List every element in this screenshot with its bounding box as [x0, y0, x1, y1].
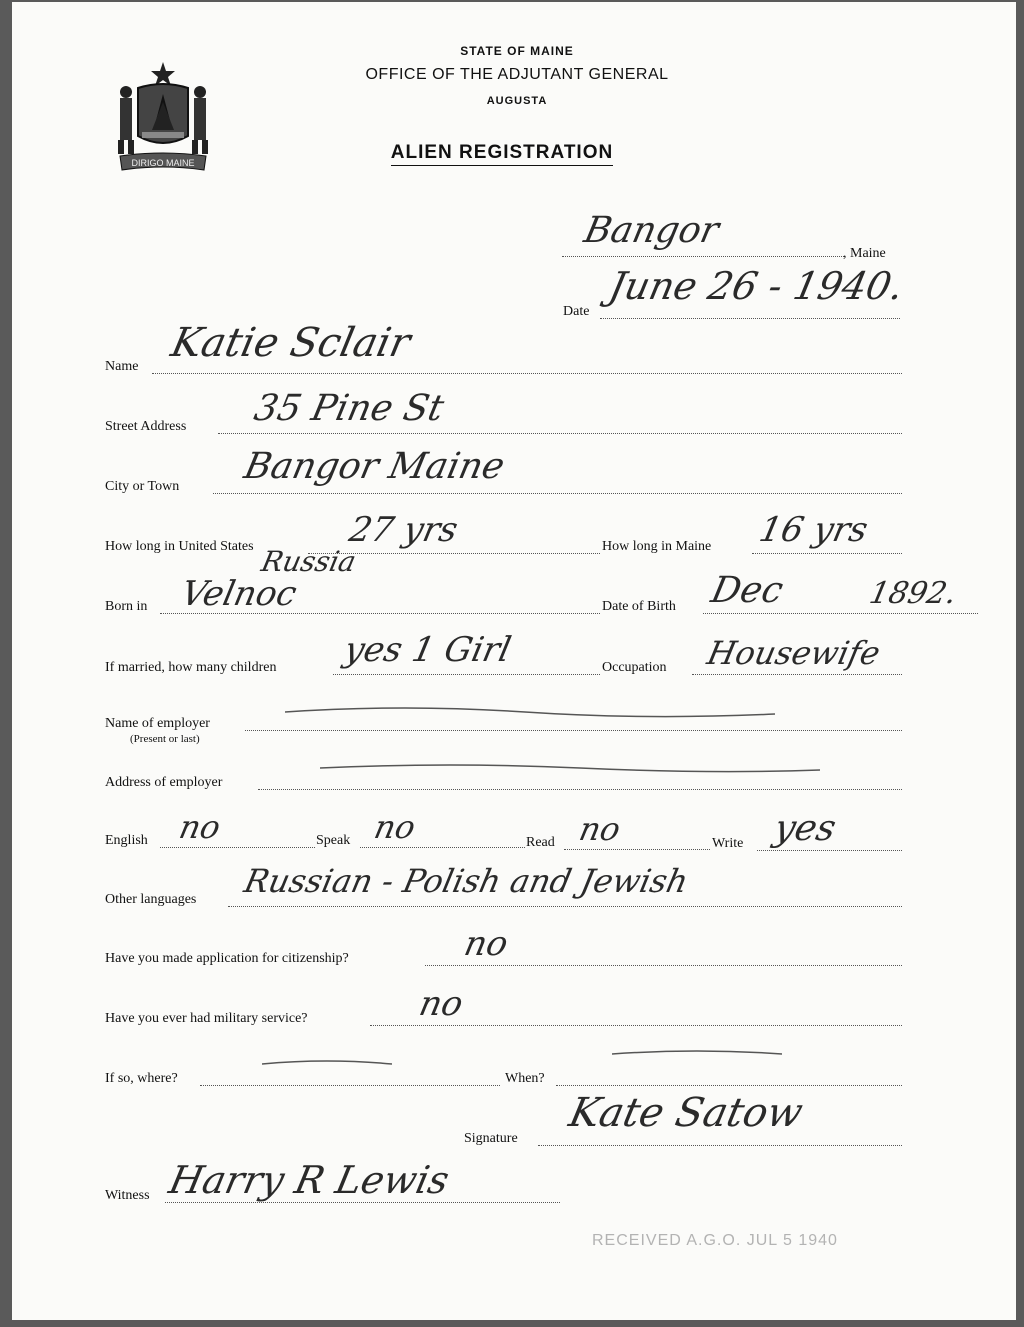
date-value[interactable]: June 26 - 1940.	[605, 264, 908, 308]
signature-line	[538, 1145, 902, 1146]
seal-text: DIRIGO MAINE	[131, 158, 195, 168]
dob-year-value[interactable]: 1892.	[866, 576, 960, 611]
speak-value[interactable]: no	[370, 808, 419, 846]
citizenship-value[interactable]: no	[460, 924, 512, 964]
maine-length-value[interactable]: 16 yrs	[755, 510, 872, 550]
speak-line	[360, 847, 525, 848]
header-office: OFFICE OF THE ADJUTANT GENERAL	[365, 66, 669, 83]
us-length-label: How long in United States	[105, 539, 254, 554]
employer-address-dash-mark	[320, 756, 820, 780]
write-line	[757, 850, 902, 851]
read-value[interactable]: no	[575, 810, 624, 848]
english-value[interactable]: no	[175, 808, 224, 846]
where-line[interactable]	[200, 1085, 500, 1086]
witness-line	[165, 1202, 560, 1203]
place-suffix: , Maine	[843, 246, 886, 261]
maine-length-label: How long in Maine	[602, 539, 712, 554]
header-city: AUGUSTA	[486, 95, 548, 107]
dob-value[interactable]: Dec	[707, 570, 787, 611]
when-line[interactable]	[556, 1085, 902, 1086]
employer-address-line[interactable]	[258, 789, 902, 790]
maine-length-line	[752, 553, 902, 554]
signature-label: Signature	[464, 1131, 518, 1146]
born-value[interactable]: Velnoc	[177, 574, 301, 614]
other-languages-label: Other languages	[105, 892, 197, 907]
date-line	[600, 318, 900, 319]
employer-label: Name of employer	[105, 716, 210, 731]
citizenship-line	[425, 965, 902, 966]
street-label: Street Address	[105, 419, 187, 434]
when-label: When?	[505, 1071, 545, 1086]
place-line	[562, 256, 844, 257]
name-label: Name	[105, 359, 139, 374]
write-label: Write	[712, 836, 744, 851]
occupation-label: Occupation	[602, 660, 667, 675]
received-stamp: RECEIVED A.G.O. JUL 5 1940	[592, 1232, 838, 1249]
city-value[interactable]: Bangor Maine	[240, 446, 509, 487]
us-length-value[interactable]: 27 yrs	[345, 510, 462, 550]
military-line	[370, 1025, 902, 1026]
signature-value[interactable]: Kate Satow	[565, 1090, 807, 1136]
children-line	[333, 674, 600, 675]
read-line	[564, 849, 710, 850]
where-dash-mark	[262, 1054, 392, 1074]
witness-label: Witness	[105, 1188, 150, 1203]
english-label: English	[105, 833, 148, 848]
street-value[interactable]: 35 Pine St	[250, 388, 448, 429]
city-line	[213, 493, 902, 494]
children-label: If married, how many children	[105, 660, 277, 675]
employer-dash-mark	[285, 700, 775, 724]
born-country-value[interactable]: Russia	[258, 545, 360, 578]
when-dash-mark	[612, 1044, 782, 1064]
born-label: Born in	[105, 599, 148, 614]
form-title	[0, 142, 1014, 164]
header-state: STATE OF MAINE	[460, 44, 574, 58]
name-value[interactable]: Katie Sclair	[167, 320, 415, 366]
english-line	[160, 847, 315, 848]
military-value[interactable]: no	[415, 984, 467, 1024]
dob-label: Date of Birth	[602, 599, 676, 614]
city-label: City or Town	[105, 479, 180, 494]
employer-line[interactable]	[245, 730, 902, 731]
dob-line	[703, 613, 978, 614]
speak-label: Speak	[316, 833, 351, 848]
witness-value[interactable]: Harry R Lewis	[165, 1158, 453, 1202]
occupation-line	[692, 674, 902, 675]
other-languages-value[interactable]: Russian - Polish and Jewish	[240, 862, 692, 900]
children-value[interactable]: yes 1 Girl	[340, 630, 515, 670]
street-line	[218, 433, 902, 434]
other-languages-line	[228, 906, 902, 907]
place-value[interactable]: Bangor	[580, 210, 723, 251]
citizenship-label: Have you made application for citizenship?	[105, 951, 349, 966]
name-line	[152, 373, 902, 374]
employer-address-label: Address of employer	[105, 775, 223, 790]
form-title-text: ALIEN REGISTRATION	[391, 142, 613, 166]
where-label: If so, where?	[105, 1071, 178, 1086]
military-label: Have you ever had military service?	[105, 1011, 308, 1026]
employer-sublabel: (Present or last)	[130, 733, 200, 745]
write-value[interactable]: yes	[770, 808, 840, 849]
date-label: Date	[563, 304, 590, 319]
read-label: Read	[526, 835, 555, 850]
occupation-value[interactable]: Housewife	[703, 634, 884, 672]
